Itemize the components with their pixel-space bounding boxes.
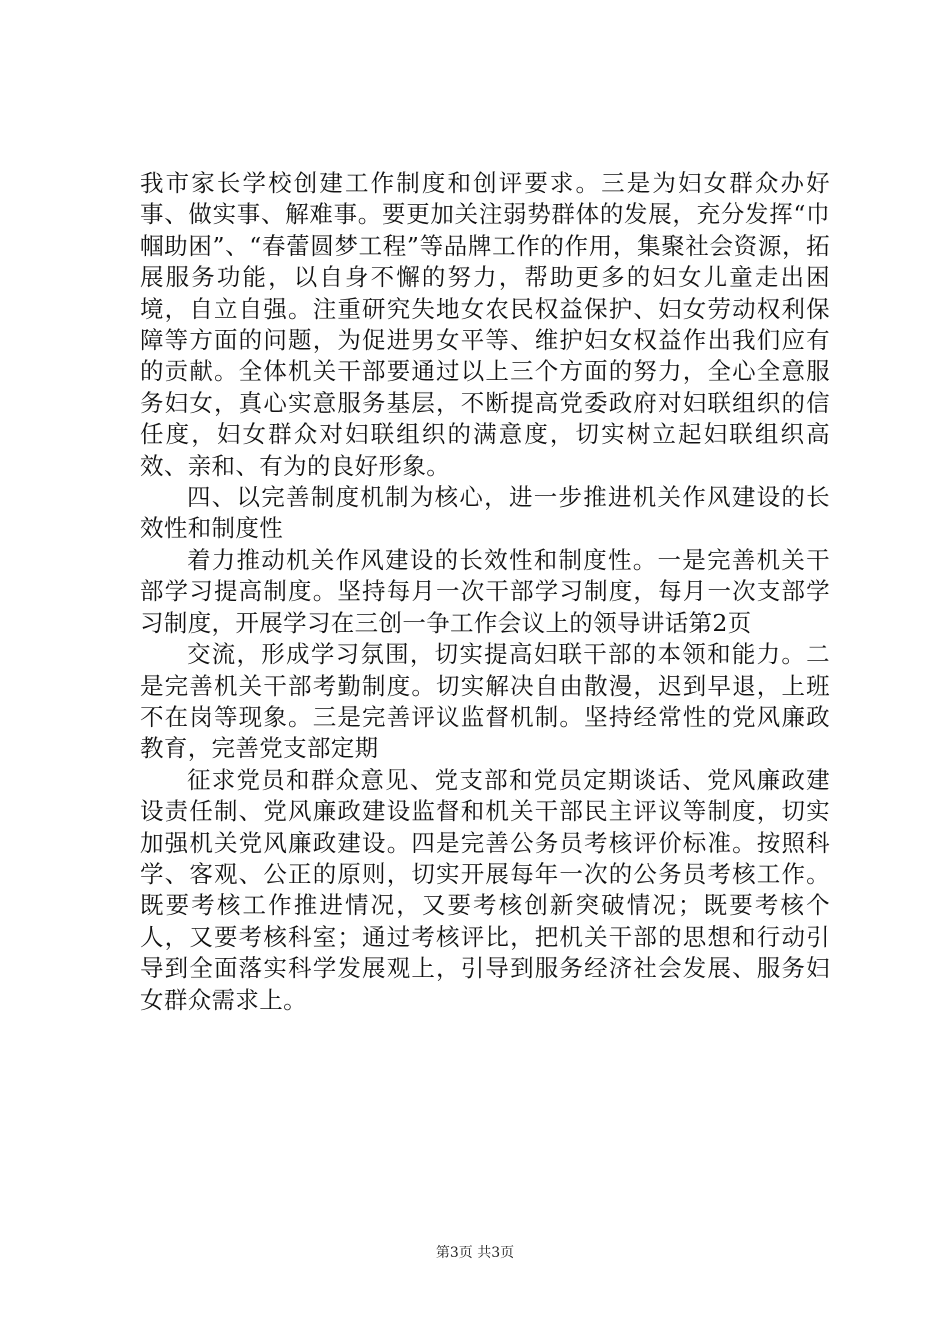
paragraph-4: 交流，形成学习氛围，切实提高妇联干部的本领和能力。二是完善机关干部考勤制度。切实解决自由散漫，迟到早退，上班不在岗等现象。三是完善评议监督机制。坚持经常性的党风廉政教育，完善党支部定期	[140, 640, 830, 763]
paragraph-5: 征求党员和群众意见、党支部和党员定期谈话、党风廉政建设责任制、党风廉政建设监督和机关干部民主评议等制度，切实加强机关党风廉政建设。四是完善公务员考核评价标准。按照科学、客观、公正的原则，切实开展每年一次的公务员考核工作。既要考核工作推进情况，又要考核创新突破情况；既要考核个人，又要考核科室；通过考核评比，把机关干部的思想和行动引导到全面落实科学发展观上，引导到服务经济社会发展、服务妇女群众需求上。	[140, 765, 830, 1014]
paragraph-1: 我市家长学校创建工作制度和创评要求。三是为妇女群众办好事、做实事、解难事。要更加关注弱势群体的发展，充分发挥“巾帼助困”、“春蕾圆梦工程”等品牌工作的作用，集聚社会资源，拓展服务功能，以自身不懈的努力，帮助更多的妇女儿童走出困境，自立自强。注重研究失地女农民权益保护、妇女劳动权利保障等方面的问题，为促进男女平等、维护妇女权益作出我们应有的贡献。全体机关干部要通过以上三个方面的努力，全心全意服务妇女，真心实意服务基层，不断提高党委政府对妇联组织的信任度，妇女群众对妇联组织的满意度，切实树立起妇联组织高效、亲和、有为的良好形象。	[140, 169, 830, 480]
paragraph-3: 着力推动机关作风建设的长效性和制度性。一是完善机关干部学习提高制度。坚持每月一次干部学习制度，每月一次支部学习制度，开展学习在三创一争工作会议上的领导讲话第2页	[140, 545, 830, 637]
document-body	[140, 168, 830, 1016]
page-footer: 第3页 共3页	[435, 1245, 515, 1261]
section-heading-4: 四、以完善制度机制为核心，进一步推进机关作风建设的长效性和制度性	[140, 483, 830, 543]
